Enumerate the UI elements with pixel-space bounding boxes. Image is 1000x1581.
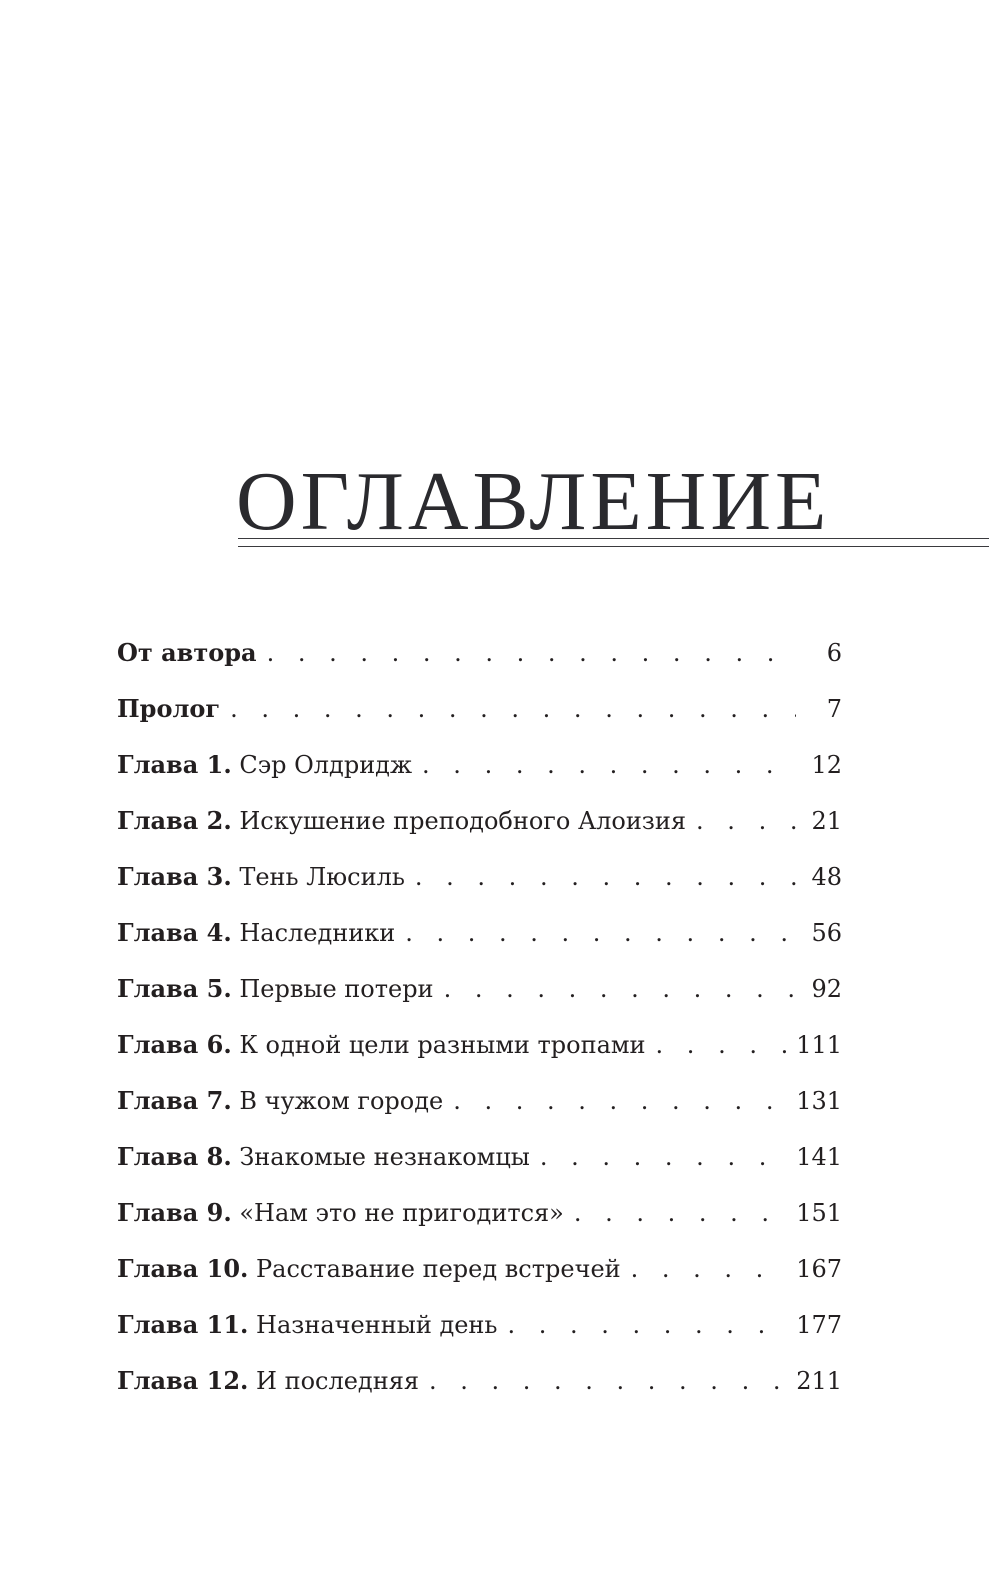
toc-entry-page: 21 xyxy=(811,807,842,835)
dot-leader xyxy=(429,1353,788,1409)
toc-entry-chapter-9[interactable] xyxy=(117,1185,842,1241)
dot-leader xyxy=(422,737,796,793)
toc-entry-chapter-number: Глава 3. xyxy=(117,862,232,891)
toc-entry-chapter-title: «Нам это не пригодится» xyxy=(239,1199,564,1227)
toc-entry-chapter-12[interactable] xyxy=(117,1353,842,1409)
table-of-contents xyxy=(117,625,842,1409)
toc-entry-page: 167 xyxy=(796,1255,842,1283)
toc-entry-chapter-title: Тень Люсиль xyxy=(239,863,405,891)
toc-entry-chapter-title: Первые потери xyxy=(239,975,434,1003)
toc-entry-chapter-number: Глава 2. xyxy=(117,806,232,835)
toc-entry-page: 131 xyxy=(796,1087,842,1115)
toc-entry-page: 12 xyxy=(811,751,842,779)
toc-entry-chapter-5[interactable] xyxy=(117,961,842,1017)
toc-entry-page: 111 xyxy=(796,1031,842,1059)
toc-entry-page: 211 xyxy=(796,1367,842,1395)
toc-entry-chapter-number: Глава 11. xyxy=(117,1310,249,1339)
toc-entry-chapter-7[interactable] xyxy=(117,1073,842,1129)
dot-leader xyxy=(230,681,796,737)
toc-entry-page: 141 xyxy=(796,1143,842,1171)
toc-entry-page: 177 xyxy=(796,1311,842,1339)
toc-entry-page: 48 xyxy=(811,863,842,891)
toc-entry-page: 92 xyxy=(811,975,842,1003)
toc-entry-chapter-title: В чужом городе xyxy=(239,1087,444,1115)
toc-entry-author-note[interactable] xyxy=(117,625,842,681)
toc-entry-chapter-1[interactable] xyxy=(117,737,842,793)
toc-entry-chapter-4[interactable] xyxy=(117,905,842,961)
toc-entry-page: 56 xyxy=(811,919,842,947)
toc-entry-chapter-title: Искушение преподобного Алоизия xyxy=(239,807,687,835)
dot-leader xyxy=(405,905,796,961)
dot-leader xyxy=(415,849,796,905)
toc-entry-page: 7 xyxy=(826,695,842,723)
toc-entry-chapter-number: Глава 7. xyxy=(117,1086,232,1115)
dot-leader xyxy=(444,961,796,1017)
toc-entry-chapter-number: Глава 6. xyxy=(117,1030,232,1059)
toc-entry-page: 6 xyxy=(826,639,842,667)
dot-leader xyxy=(540,1129,788,1185)
toc-entry-prologue[interactable] xyxy=(117,681,842,737)
toc-entry-heading: Пролог xyxy=(117,694,221,723)
dot-leader xyxy=(631,1241,789,1297)
toc-entry-chapter-10[interactable] xyxy=(117,1241,842,1297)
toc-entry-chapter-2[interactable] xyxy=(117,793,842,849)
toc-entry-chapter-6[interactable] xyxy=(117,1017,842,1073)
toc-entry-chapter-title: Знакомые незнакомцы xyxy=(239,1143,530,1171)
dot-leader xyxy=(696,793,796,849)
title-rule-lower xyxy=(238,546,989,547)
toc-entry-chapter-number: Глава 10. xyxy=(117,1254,249,1283)
toc-entry-chapter-title: Назначенный день xyxy=(256,1311,498,1339)
dot-leader xyxy=(453,1073,788,1129)
toc-entry-chapter-number: Глава 9. xyxy=(117,1198,232,1227)
page-title: ОГЛАВЛЕНИЕ xyxy=(236,455,831,548)
toc-entry-chapter-11[interactable] xyxy=(117,1297,842,1353)
toc-entry-chapter-number: Глава 1. xyxy=(117,750,232,779)
toc-entry-chapter-number: Глава 5. xyxy=(117,974,232,1003)
toc-entry-chapter-3[interactable] xyxy=(117,849,842,905)
toc-entry-chapter-8[interactable] xyxy=(117,1129,842,1185)
toc-entry-chapter-title: Наследники xyxy=(239,919,396,947)
toc-entry-page: 151 xyxy=(796,1199,842,1227)
toc-entry-heading: От автора xyxy=(117,638,257,667)
toc-entry-chapter-number: Глава 12. xyxy=(117,1366,249,1395)
toc-entry-chapter-number: Глава 8. xyxy=(117,1142,232,1171)
toc-entry-chapter-title: Сэр Олдридж xyxy=(239,751,413,779)
toc-entry-chapter-title: Расставание перед встречей xyxy=(256,1255,621,1283)
dot-leader xyxy=(656,1017,789,1073)
dot-leader xyxy=(574,1185,788,1241)
toc-entry-chapter-number: Глава 4. xyxy=(117,918,232,947)
dot-leader xyxy=(508,1297,789,1353)
toc-entry-chapter-title: И последняя xyxy=(256,1367,419,1395)
dot-leader xyxy=(267,625,796,681)
title-rule-upper xyxy=(238,538,989,539)
toc-entry-chapter-title: К одной цели разными тропами xyxy=(239,1031,646,1059)
